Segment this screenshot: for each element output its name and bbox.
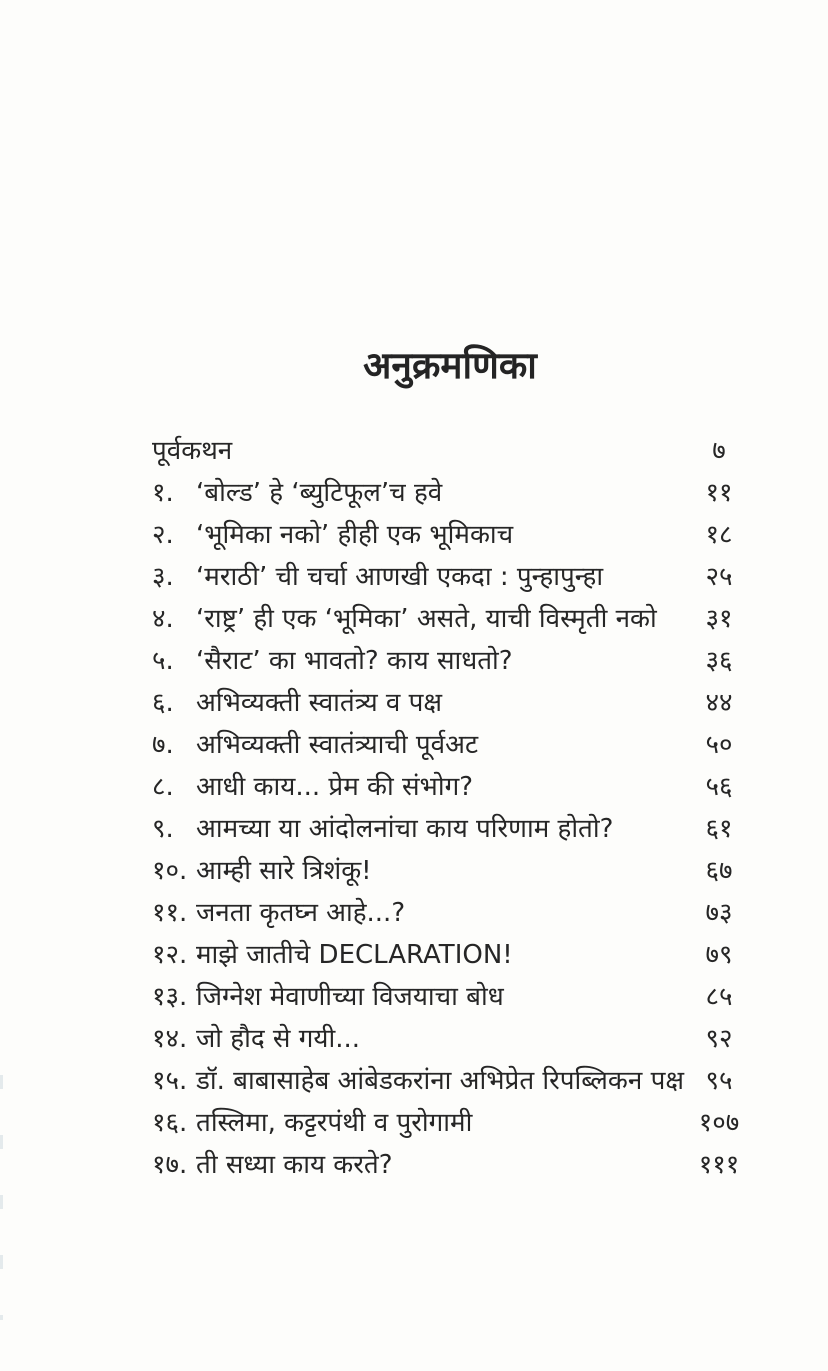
toc-entry-number: २.	[152, 520, 174, 550]
scan-artifact	[0, 1075, 3, 1320]
toc-entry-page: ३६	[705, 646, 733, 676]
toc-entry-title: ती सध्या काय करते?	[196, 1150, 393, 1180]
toc-entry-number: ९.	[152, 814, 174, 844]
toc-entry-page: ७	[712, 436, 726, 466]
toc-entry	[152, 934, 748, 976]
toc-entry	[152, 556, 748, 598]
toc-entry-page: ९५	[705, 1066, 733, 1096]
toc-entry	[152, 472, 748, 514]
toc-entry	[152, 682, 748, 724]
toc-entry-title: अभिव्यक्ती स्वातंत्र्य व पक्ष	[196, 688, 443, 718]
page-title: अनुक्रमणिका	[363, 344, 537, 387]
toc-entry-title: जो हौद से गयी...	[196, 1024, 360, 1054]
toc-entry-title: आम्ही सारे त्रिशंकू!	[196, 856, 372, 886]
toc-entry	[152, 808, 748, 850]
toc-entry-number: १४.	[152, 1024, 188, 1054]
toc-entry-number: ११.	[152, 898, 188, 928]
toc-entry-page: ५०	[705, 730, 733, 760]
toc-entry	[152, 430, 748, 472]
toc-entry-number: ४.	[152, 604, 174, 634]
toc-entry	[152, 850, 748, 892]
toc-entry-number: १०.	[152, 856, 188, 886]
toc-entry-number: १५.	[152, 1066, 188, 1096]
toc-entry-title: जिग्नेश मेवाणीच्या विजयाचा बोध	[196, 982, 504, 1012]
toc-list	[152, 430, 748, 1186]
toc-entry-title: तस्लिमा, कट्टरपंथी व पुरोगामी	[196, 1108, 473, 1138]
toc-entry-page: ९२	[705, 1024, 733, 1054]
toc-entry-number: ८.	[152, 772, 174, 802]
toc-entry	[152, 724, 748, 766]
toc-entry-page: ७९	[705, 940, 733, 970]
toc-entry-number: ६.	[152, 688, 174, 718]
toc-entry-number: १.	[152, 478, 174, 508]
toc-entry-number: १६.	[152, 1108, 188, 1138]
toc-entry	[152, 892, 748, 934]
toc-entry	[152, 598, 748, 640]
toc-entry-title: ‘सैराट’ का भावतो? काय साधतो?	[196, 646, 513, 676]
toc-entry	[152, 976, 748, 1018]
toc-entry	[152, 1018, 748, 1060]
toc-entry-number: १३.	[152, 982, 188, 1012]
toc-entry-page: २५	[705, 562, 733, 592]
toc-entry-title: अभिव्यक्ती स्वातंत्र्याची पूर्वअट	[196, 730, 479, 760]
toc-entry-page: १०७	[698, 1108, 740, 1138]
toc-entry-page: ४४	[705, 688, 733, 718]
toc-entry-title: ‘बोल्ड’ हे ‘ब्युटिफूल’च हवे	[196, 478, 443, 508]
toc-entry	[152, 1102, 748, 1144]
toc-entry-page: ६१	[705, 814, 733, 844]
toc-entry-page: ६७	[705, 856, 733, 886]
toc-entry	[152, 640, 748, 682]
toc-entry-title: माझे जातीचे DECLARATION!	[196, 940, 513, 970]
toc-entry-page: ३१	[705, 604, 733, 634]
toc-entry-title: ‘राष्ट्र’ ही एक ‘भूमिका’ असते, याची विस्मृती नको	[196, 604, 657, 634]
toc-entry-number: ३.	[152, 562, 174, 592]
toc-entry-number: ७.	[152, 730, 174, 760]
toc-entry	[152, 1144, 748, 1186]
toc-entry-title: जनता कृतघ्न आहे...?	[196, 898, 406, 928]
toc-entry-page: ११	[705, 478, 733, 508]
toc-entry-page: ७३	[705, 898, 733, 928]
toc-entry	[152, 1060, 748, 1102]
toc-entry-title: डॉ. बाबासाहेब आंबेडकरांना अभिप्रेत रिपब्लिकन पक्ष	[196, 1066, 685, 1096]
toc-entry-page: १८	[705, 520, 733, 550]
toc-entry-page: ५६	[705, 772, 733, 802]
toc-entry-title: ‘मराठी’ ची चर्चा आणखी एकदा : पुन्हापुन्हा	[196, 562, 604, 592]
toc-entry-title: ‘भूमिका नको’ हीही एक भूमिकाच	[196, 520, 514, 550]
toc-entry-number: ५.	[152, 646, 174, 676]
toc-entry-title: आधी काय... प्रेम की संभोग?	[196, 772, 474, 802]
toc-entry-title: आमच्या या आंदोलनांचा काय परिणाम होतो?	[196, 814, 614, 844]
toc-entry	[152, 514, 748, 556]
toc-entry-page: १११	[698, 1150, 740, 1180]
toc-entry-page: ८५	[705, 982, 733, 1012]
toc-entry-number: १७.	[152, 1150, 188, 1180]
toc-entry-title: पूर्वकथन	[152, 436, 233, 466]
toc-entry	[152, 766, 748, 808]
toc-entry-number: १२.	[152, 940, 188, 970]
